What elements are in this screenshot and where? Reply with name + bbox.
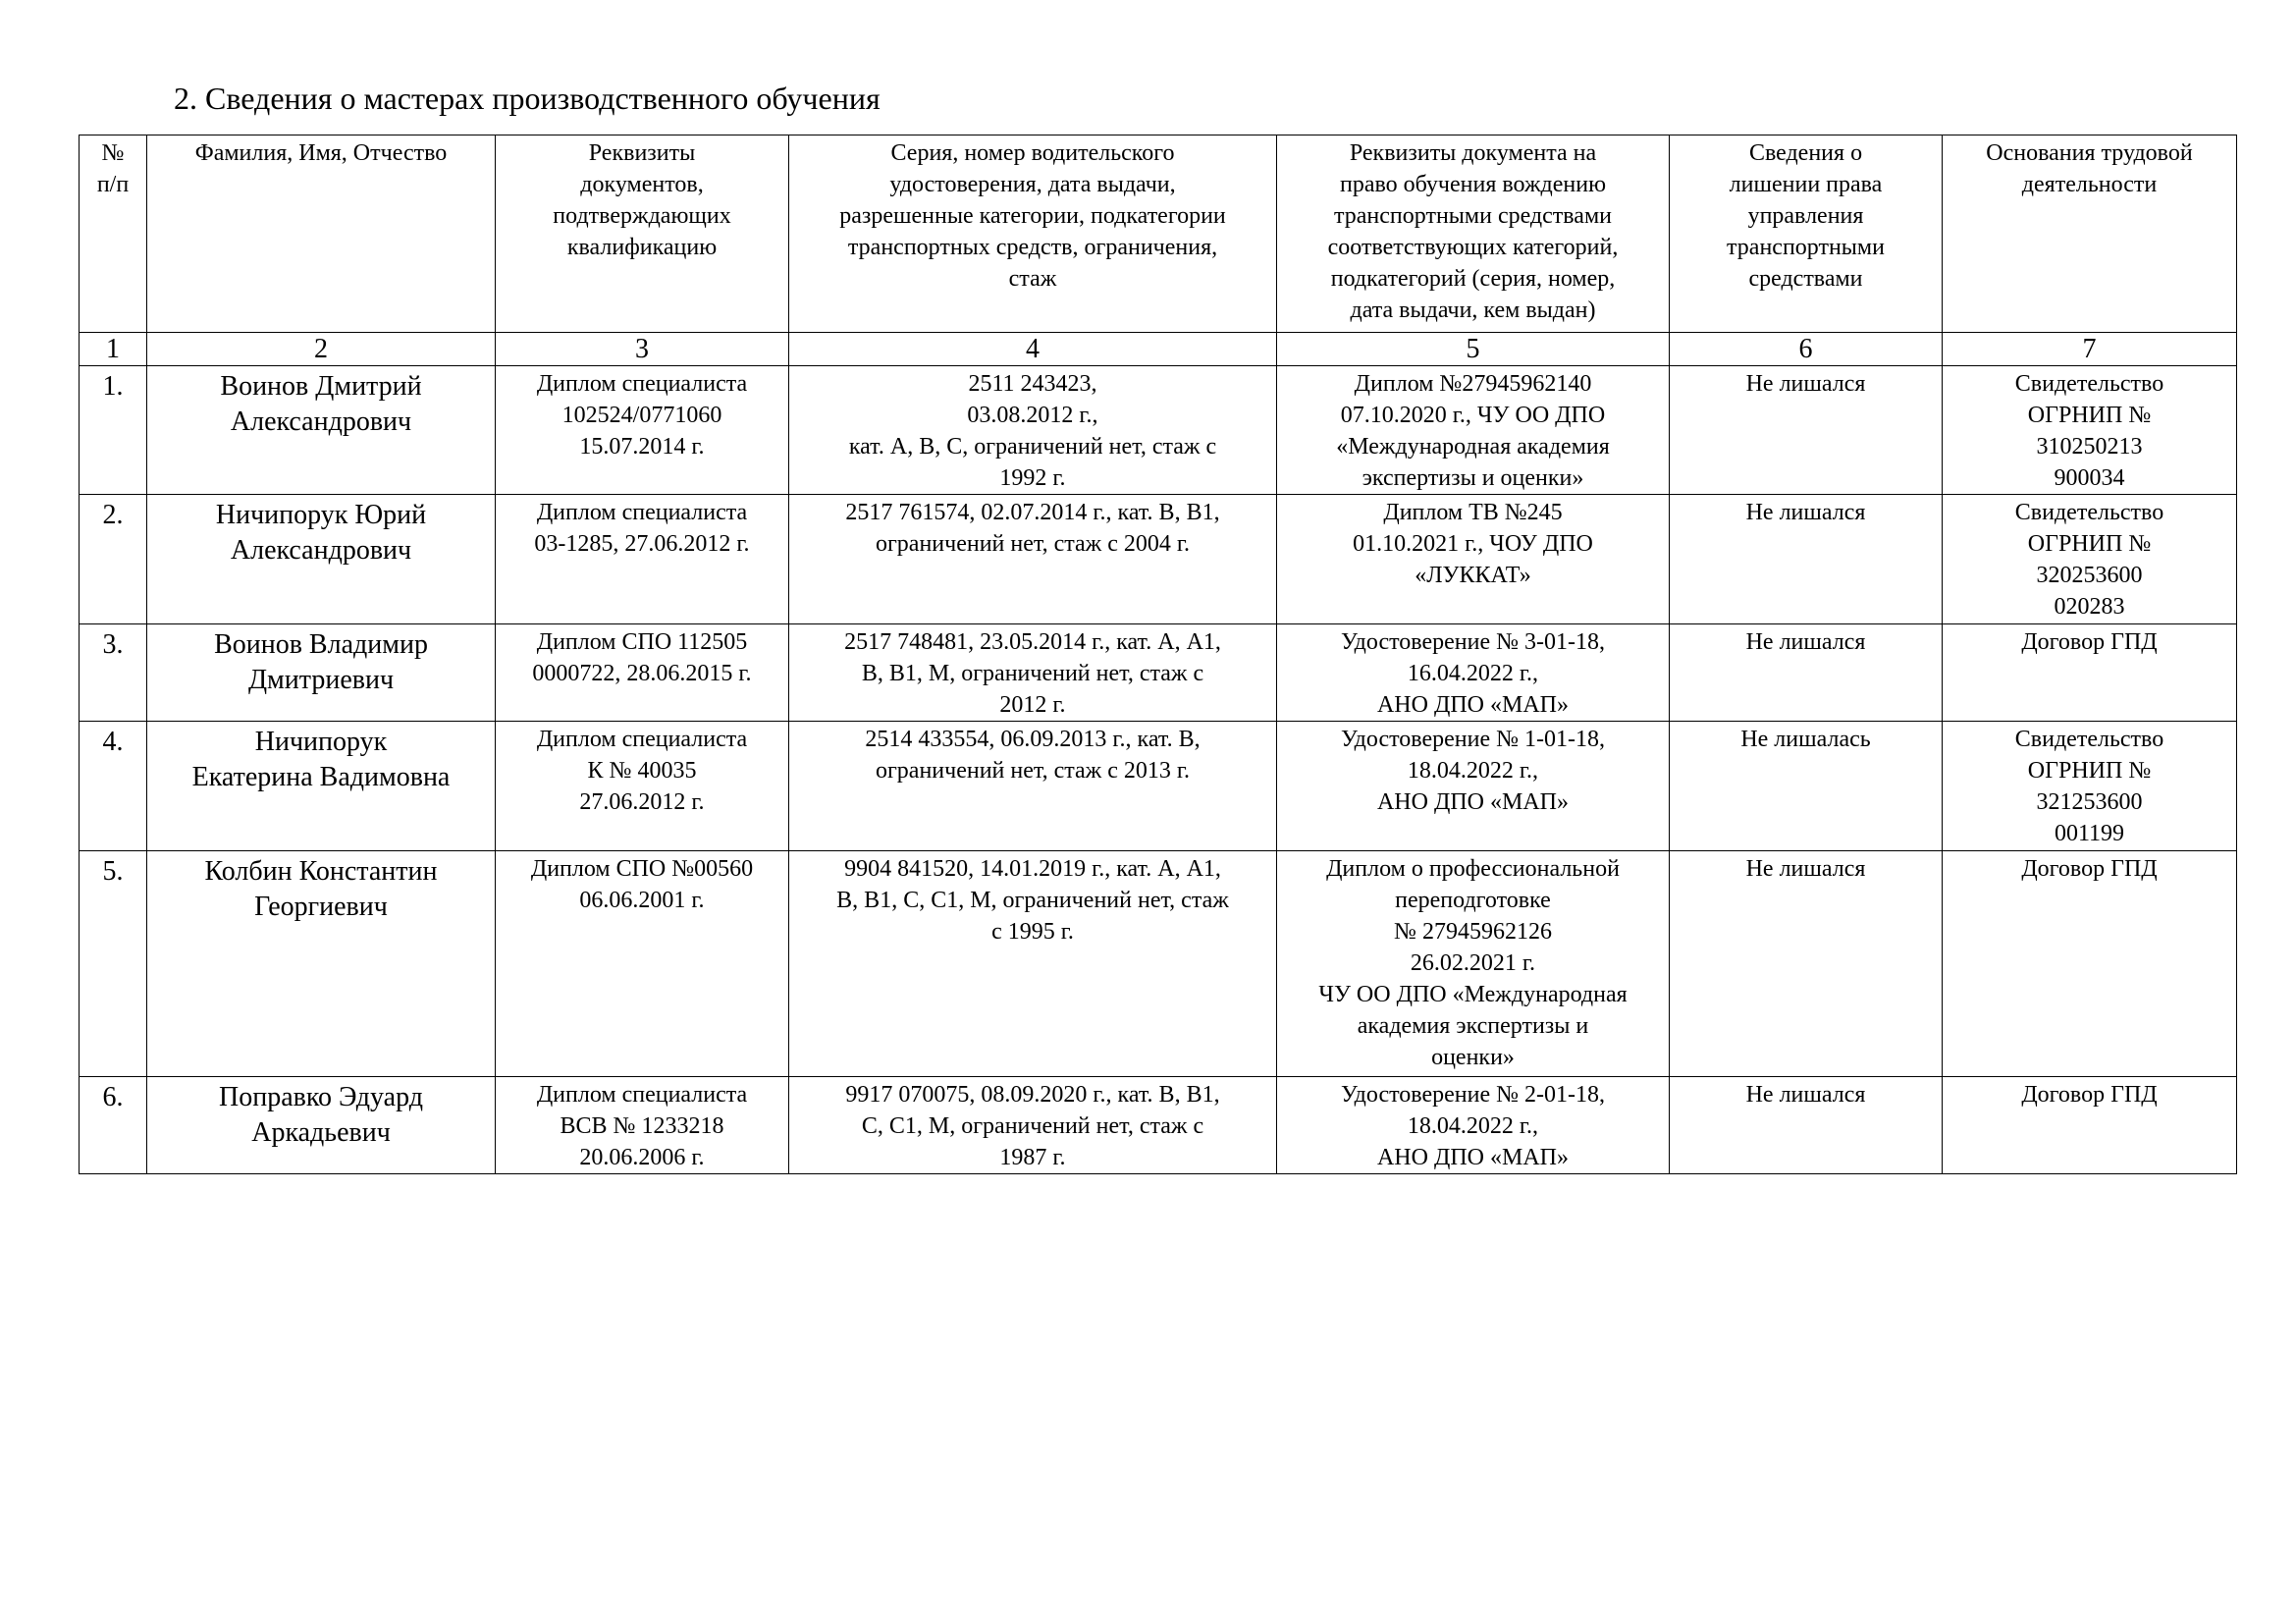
column-number-row xyxy=(80,333,2237,366)
column-number: 6 xyxy=(1670,333,1943,366)
header-cell: Реквизиты документов, подтверждающих квалификацию xyxy=(496,135,789,333)
column-number: 5 xyxy=(1277,333,1670,366)
full-name-cell: Ничипорук Екатерина Вадимовна xyxy=(147,722,496,851)
license-deprivation-cell: Не лишался xyxy=(1670,851,1943,1077)
license-deprivation-cell: Не лишался xyxy=(1670,366,1943,495)
row-number-cell: 3. xyxy=(80,624,147,722)
section-title: 2. Сведения о мастерах производственного обучения xyxy=(174,81,881,116)
column-number: 3 xyxy=(496,333,789,366)
row-number-cell: 5. xyxy=(80,851,147,1077)
employment-basis-cell: Договор ГПД xyxy=(1943,851,2237,1077)
header-cell: Серия, номер водительского удостоверения, дата выдачи, разрешенные категории, подкатегории транспортных средств, ограничения, стаж xyxy=(789,135,1277,333)
license-deprivation-cell: Не лишался xyxy=(1670,1077,1943,1174)
row-number-cell: 1. xyxy=(80,366,147,495)
driver-license-cell: 2517 748481, 23.05.2014 г., кат. А, А1, В, В1, М, ограничений нет, стаж с 2012 г. xyxy=(789,624,1277,722)
row-number-cell: 6. xyxy=(80,1077,147,1174)
header-row xyxy=(80,135,2237,333)
license-deprivation-cell: Не лишалась xyxy=(1670,722,1943,851)
employment-basis-cell: Договор ГПД xyxy=(1943,624,2237,722)
employment-basis-cell: Свидетельство ОГРНИП № 320253600 020283 xyxy=(1943,495,2237,624)
training-right-doc-cell: Диплом о профессиональной переподготовке № 27945962126 26.02.2021 г. ЧУ ОО ДПО «Международная академия экспертизы и оценки» xyxy=(1277,851,1670,1077)
column-number: 1 xyxy=(80,333,147,366)
column-number: 2 xyxy=(147,333,496,366)
column-number: 7 xyxy=(1943,333,2237,366)
driver-license-cell: 2511 243423, 03.08.2012 г., кат. А, В, С, ограничений нет, стаж с 1992 г. xyxy=(789,366,1277,495)
header-cell: Основания трудовой деятельности xyxy=(1943,135,2237,333)
driver-license-cell: 9917 070075, 08.09.2020 г., кат. В, В1, С, С1, М, ограничений нет, стаж с 1987 г. xyxy=(789,1077,1277,1174)
full-name-cell: Колбин Константин Георгиевич xyxy=(147,851,496,1077)
qualification-docs-cell: Диплом специалиста ВСВ № 1233218 20.06.2006 г. xyxy=(496,1077,789,1174)
header-cell: Сведения о лишении права управления транспортными средствами xyxy=(1670,135,1943,333)
instructors-table xyxy=(79,135,2237,1174)
table-row xyxy=(80,1077,2237,1174)
table-row xyxy=(80,722,2237,851)
employment-basis-cell: Договор ГПД xyxy=(1943,1077,2237,1174)
table-row xyxy=(80,851,2237,1077)
training-right-doc-cell: Удостоверение № 1-01-18, 18.04.2022 г., АНО ДПО «МАП» xyxy=(1277,722,1670,851)
driver-license-cell: 2517 761574, 02.07.2014 г., кат. В, В1, ограничений нет, стаж с 2004 г. xyxy=(789,495,1277,624)
driver-license-cell: 9904 841520, 14.01.2019 г., кат. А, А1, В, В1, С, С1, М, ограничений нет, стаж с 1995 г. xyxy=(789,851,1277,1077)
training-right-doc-cell: Диплом №27945962140 07.10.2020 г., ЧУ ОО ДПО «Международная академия экспертизы и оценки» xyxy=(1277,366,1670,495)
header-cell: Фамилия, Имя, Отчество xyxy=(147,135,496,333)
full-name-cell: Воинов Дмитрий Александрович xyxy=(147,366,496,495)
driver-license-cell: 2514 433554, 06.09.2013 г., кат. В, ограничений нет, стаж с 2013 г. xyxy=(789,722,1277,851)
full-name-cell: Поправко Эдуард Аркадьевич xyxy=(147,1077,496,1174)
row-number-cell: 2. xyxy=(80,495,147,624)
column-number: 4 xyxy=(789,333,1277,366)
row-number-cell: 4. xyxy=(80,722,147,851)
qualification-docs-cell: Диплом специалиста 102524/0771060 15.07.2014 г. xyxy=(496,366,789,495)
full-name-cell: Воинов Владимир Дмитриевич xyxy=(147,624,496,722)
table-row xyxy=(80,495,2237,624)
qualification-docs-cell: Диплом СПО №00560 06.06.2001 г. xyxy=(496,851,789,1077)
employment-basis-cell: Свидетельство ОГРНИП № 310250213 900034 xyxy=(1943,366,2237,495)
license-deprivation-cell: Не лишался xyxy=(1670,495,1943,624)
full-name-cell: Ничипорук Юрий Александрович xyxy=(147,495,496,624)
qualification-docs-cell: Диплом СПО 112505 0000722, 28.06.2015 г. xyxy=(496,624,789,722)
training-right-doc-cell: Удостоверение № 2-01-18, 18.04.2022 г., АНО ДПО «МАП» xyxy=(1277,1077,1670,1174)
table-row xyxy=(80,366,2237,495)
header-cell: № п/п xyxy=(80,135,147,333)
qualification-docs-cell: Диплом специалиста К № 40035 27.06.2012 г. xyxy=(496,722,789,851)
employment-basis-cell: Свидетельство ОГРНИП № 321253600 001199 xyxy=(1943,722,2237,851)
table-row xyxy=(80,624,2237,722)
license-deprivation-cell: Не лишался xyxy=(1670,624,1943,722)
training-right-doc-cell: Диплом ТВ №245 01.10.2021 г., ЧОУ ДПО «ЛУККАТ» xyxy=(1277,495,1670,624)
qualification-docs-cell: Диплом специалиста 03-1285, 27.06.2012 г. xyxy=(496,495,789,624)
training-right-doc-cell: Удостоверение № 3-01-18, 16.04.2022 г., АНО ДПО «МАП» xyxy=(1277,624,1670,722)
header-cell: Реквизиты документа на право обучения вождению транспортными средствами соответствующих категорий, подкатегорий (серия, номер, дата выдачи, кем выдан) xyxy=(1277,135,1670,333)
